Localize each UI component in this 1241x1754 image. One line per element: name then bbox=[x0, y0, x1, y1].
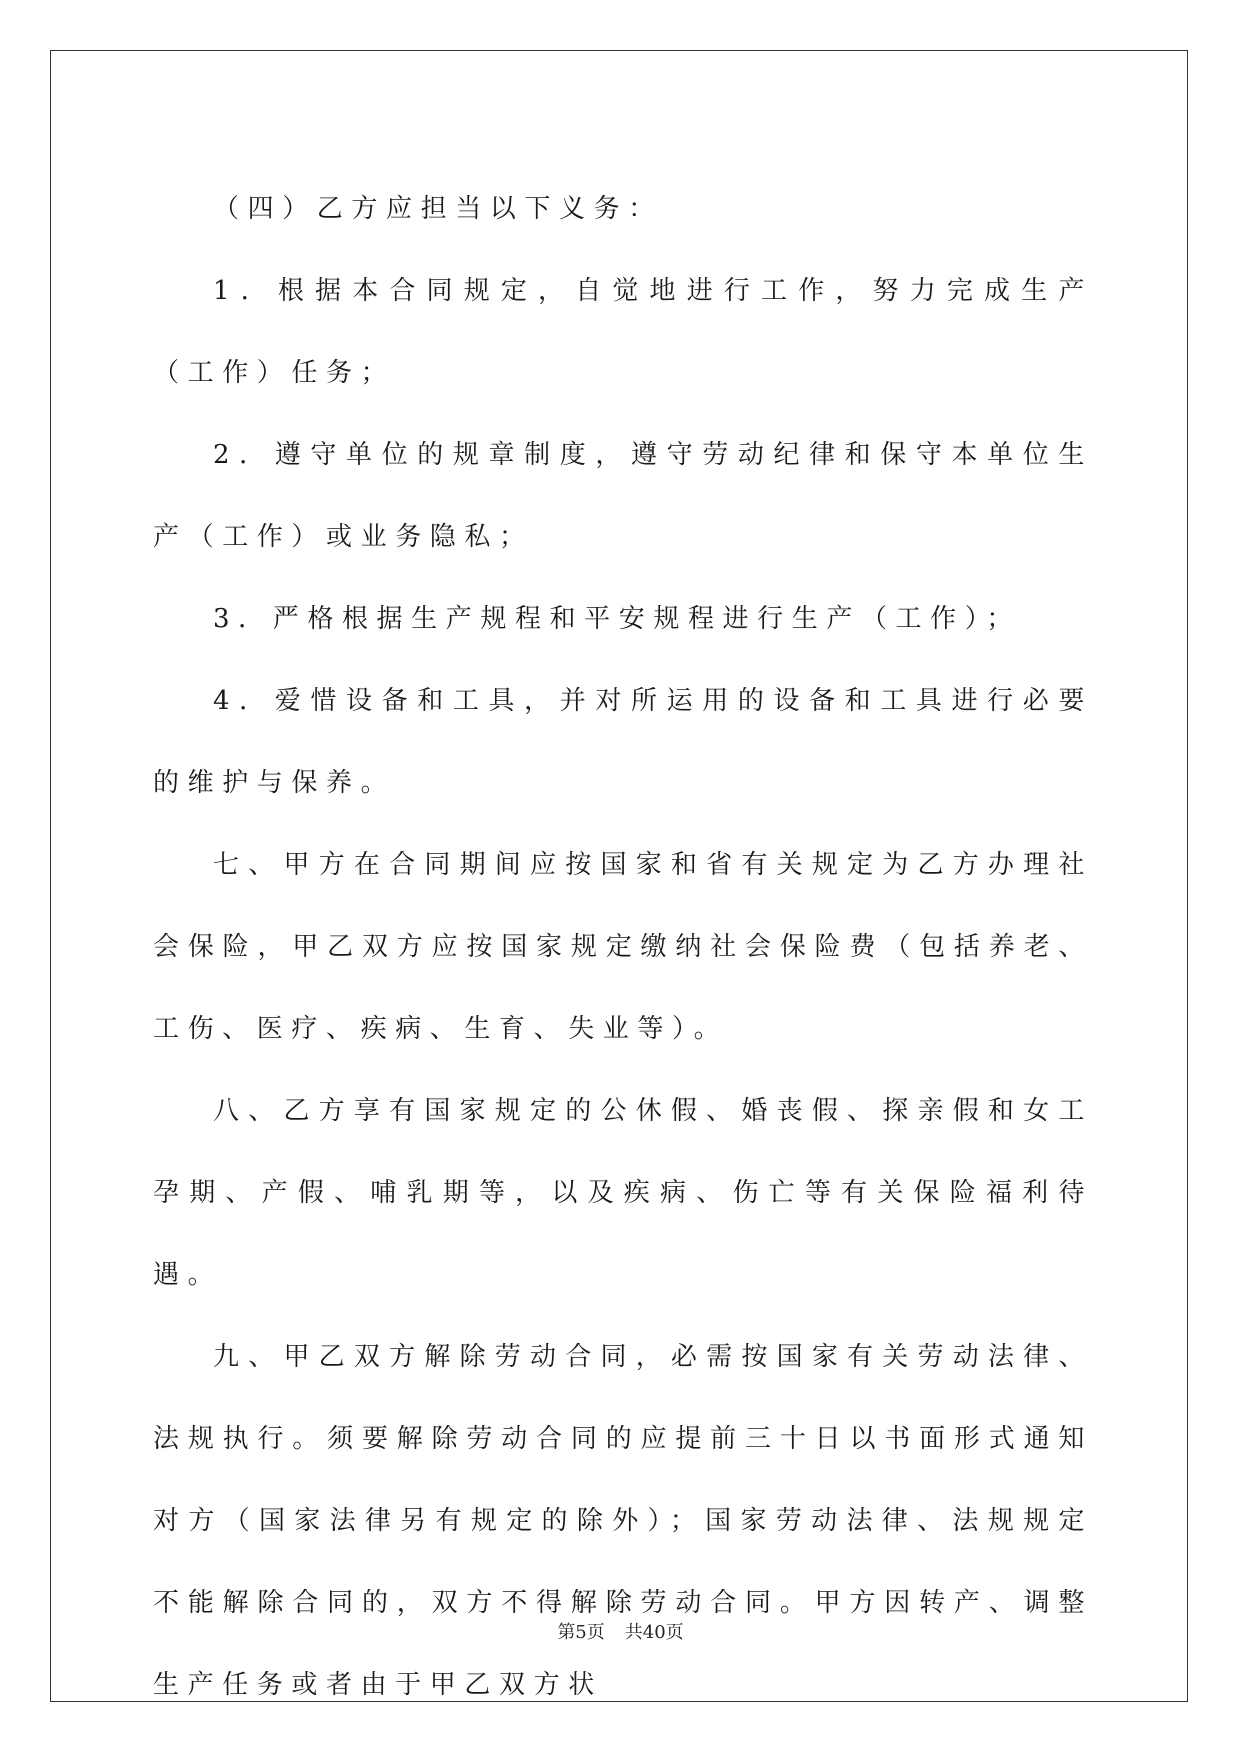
paragraph-obligation-4: 4．爱惜设备和工具，并对所运用的设备和工具进行必要的维护与保养。 bbox=[153, 686, 1093, 798]
paragraph-obligation-3: 3．严格根据生产规程和平安规程进行生产（工作）； bbox=[213, 604, 1021, 634]
paragraph-article-8: 八、乙方享有国家规定的公休假、婚丧假、探亲假和女工孕期、产假、哺乳期等，以及疾病、伤亡等有关保险福利待遇。 bbox=[153, 1096, 1093, 1290]
document-body bbox=[153, 168, 1093, 1726]
paragraph-obligation-1: 1．根据本合同规定，自觉地进行工作，努力完成生产（工作）任务； bbox=[153, 276, 1093, 388]
paragraph-article-9: 九、甲乙双方解除劳动合同，必需按国家有关劳动法律、法规执行。须要解除劳动合同的应提前三十日以书面形式通知对方（国家法律另有规定的除外）；国家劳动法律、法规规定不能解除合同的，双方不得解除劳动合同。甲方因转产、调整生产任务或者由于甲乙双方状 bbox=[153, 1342, 1093, 1700]
page-number: 第5页 bbox=[557, 1622, 605, 1643]
paragraph-article-7: 七、甲方在合同期间应按国家和省有关规定为乙方办理社会保险，甲乙双方应按国家规定缴纳社会保险费（包括养老、工伤、医疗、疾病、生育、失业等）。 bbox=[153, 850, 1093, 1044]
paragraph-obligations-heading: （四）乙方应担当以下义务： bbox=[213, 194, 663, 224]
page-total: 共40页 bbox=[624, 1622, 684, 1643]
page-footer bbox=[0, 1618, 1241, 1644]
paragraph-obligation-2: 2．遵守单位的规章制度，遵守劳动纪律和保守本单位生产（工作）或业务隐私； bbox=[153, 440, 1093, 552]
